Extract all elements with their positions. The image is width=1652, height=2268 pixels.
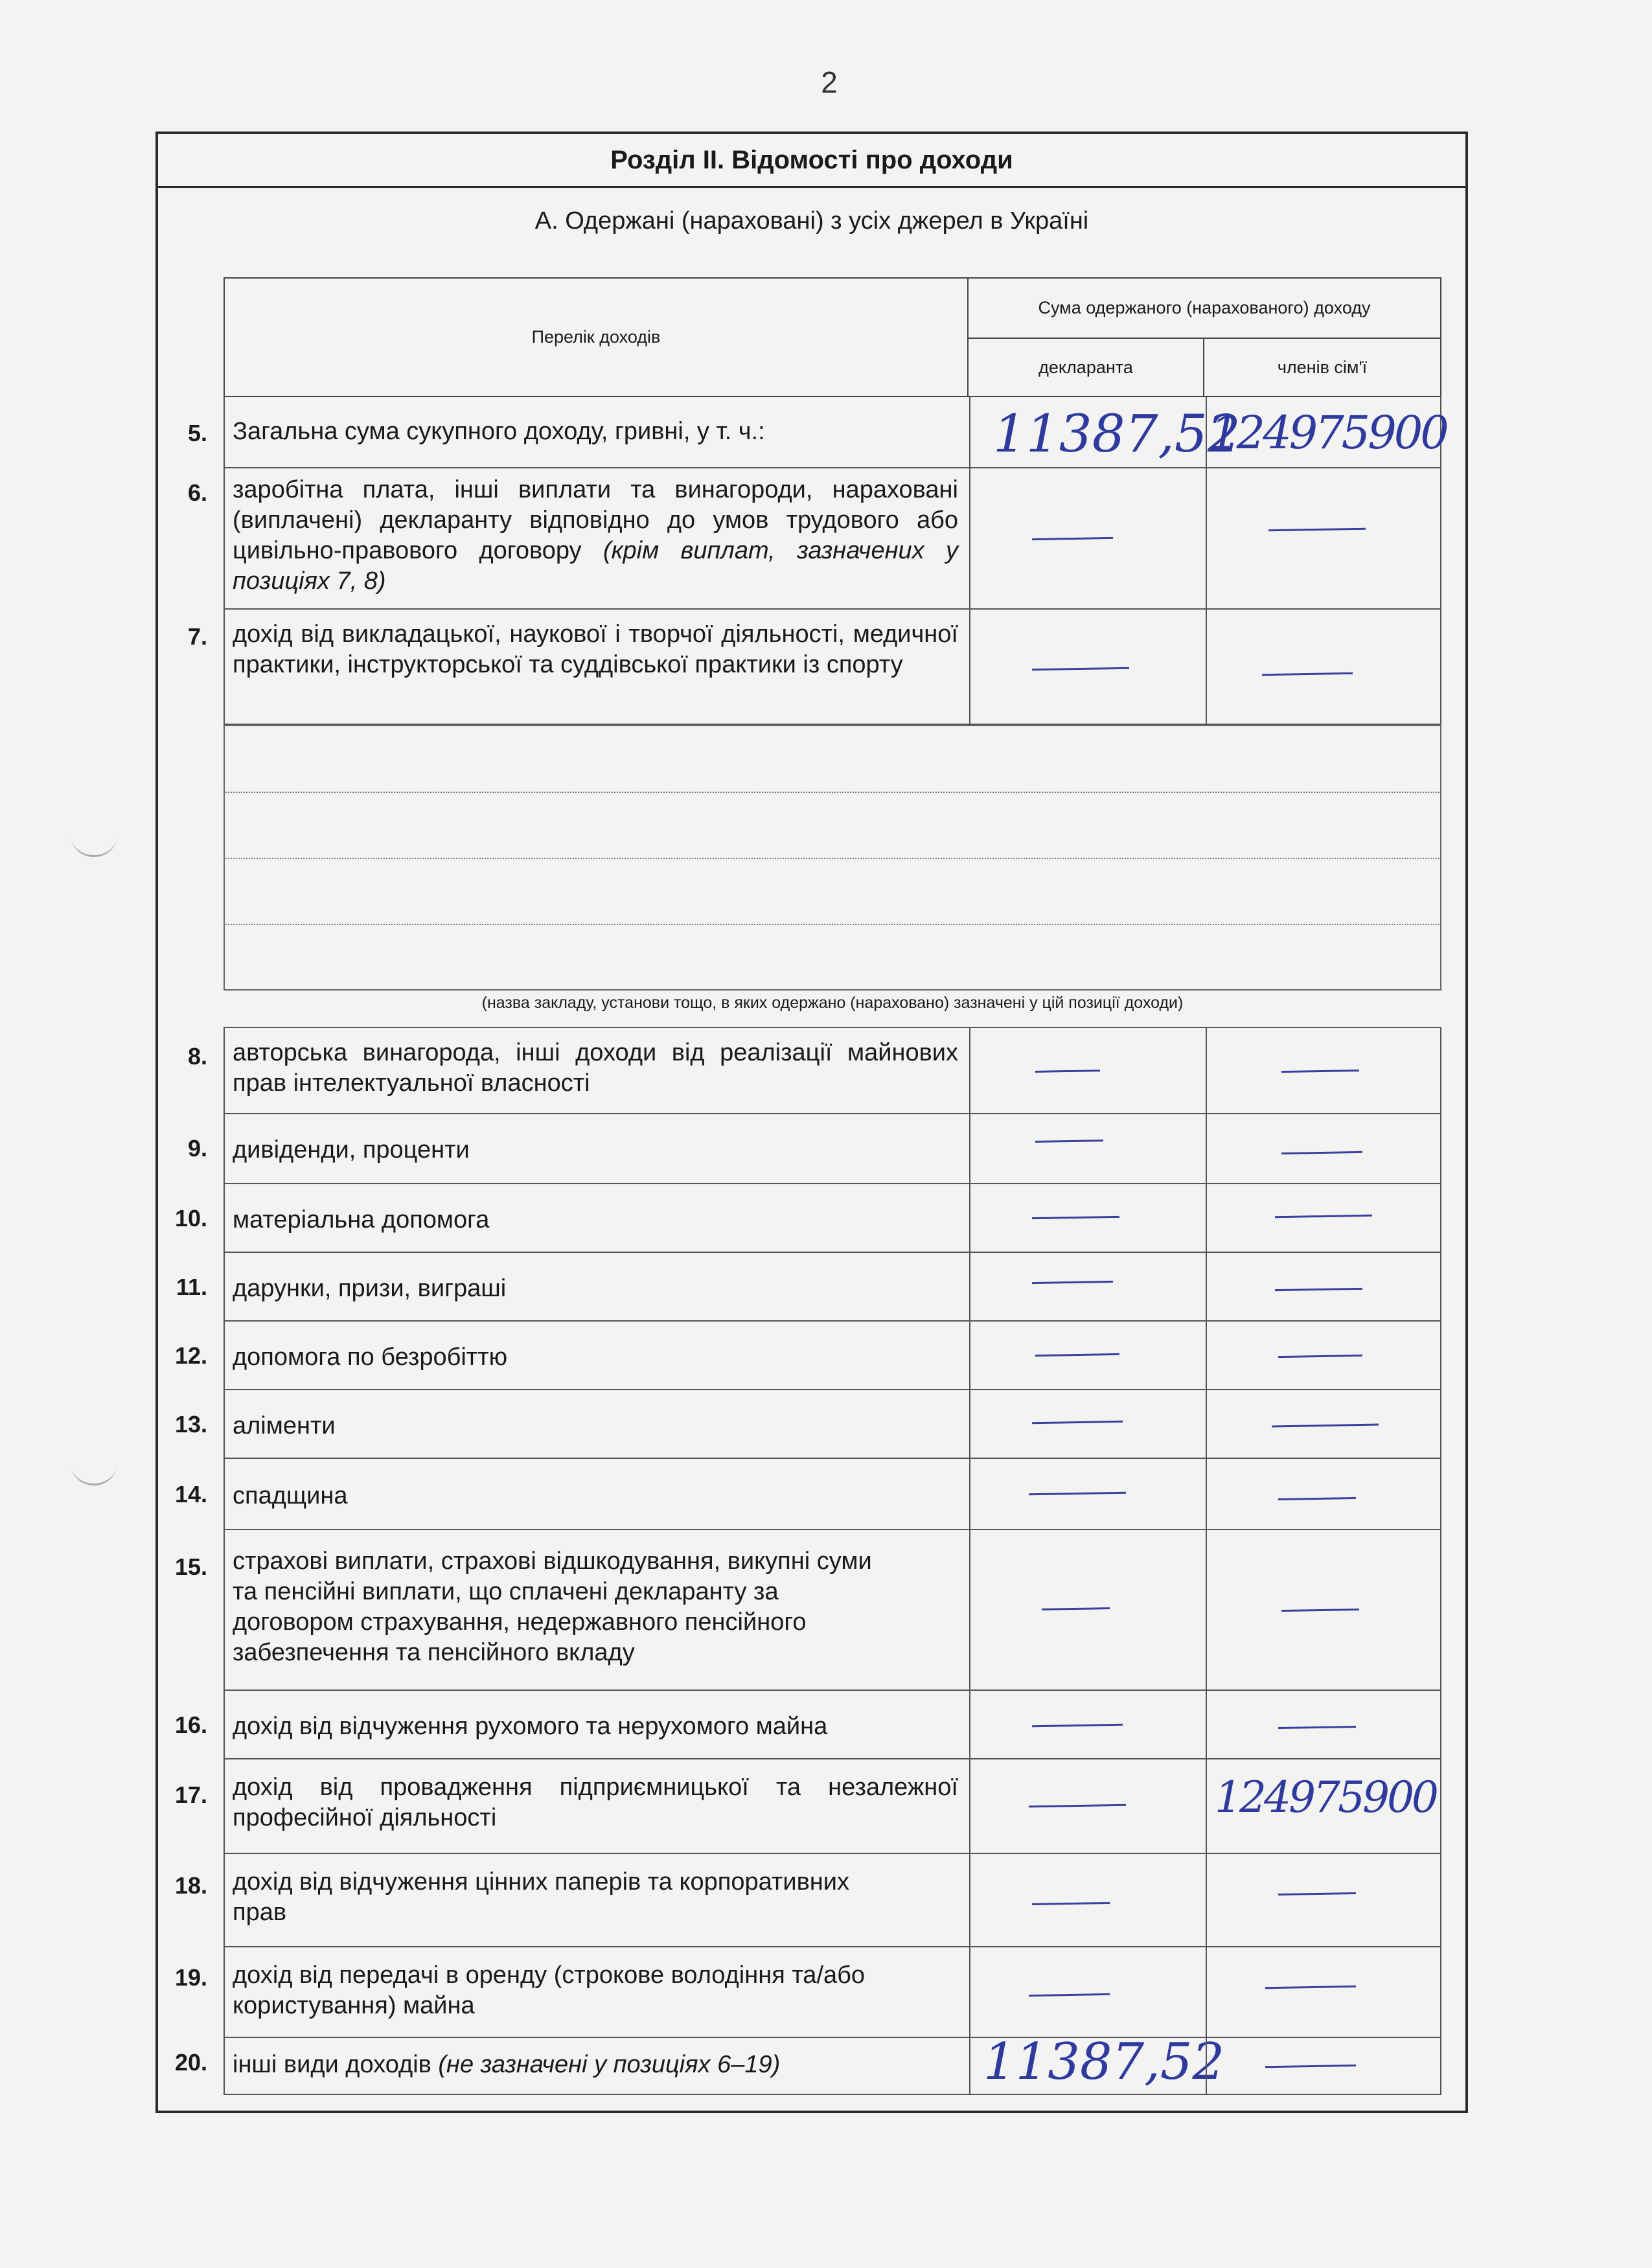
declarant-cell[interactable] — [969, 397, 1241, 467]
declarant-cell[interactable] — [969, 468, 1206, 608]
declarant-cell[interactable] — [969, 2033, 1225, 2094]
row-number: 6. — [187, 479, 207, 506]
table-row — [224, 468, 1441, 610]
family-cell[interactable] — [1206, 1854, 1440, 1946]
row-text: заробітна плата, інші виплати та винагороди, нараховані (виплачені) декларанту відповідно до умов трудового або цивільно-правового договору (крім виплат, зазначених у позиціях 7, 8) — [233, 476, 958, 595]
row-number: 7. — [187, 623, 207, 650]
row-number: 10. — [174, 1205, 207, 1231]
row-number: 12. — [174, 1342, 207, 1369]
family-cell[interactable] — [1206, 1322, 1440, 1389]
row-number: 20. — [174, 2049, 207, 2076]
family-cell[interactable] — [1206, 1184, 1440, 1252]
row-number: 17. — [174, 1781, 207, 1808]
table-row — [224, 2033, 1441, 2095]
institution-caption: (назва закладу, установи тощо, в яких одержано (нараховано) зазначені у цій позиції доходи) — [481, 994, 1184, 1012]
row-number: 8. — [187, 1043, 207, 1070]
table-row — [224, 1184, 1441, 1253]
header-declarant: декларанта — [969, 339, 1204, 396]
family-cell[interactable] — [1206, 468, 1440, 608]
family-cell[interactable] — [1206, 1691, 1440, 1758]
declarant-cell[interactable] — [969, 1759, 1206, 1853]
header-income-sum: Сума одержаного (нарахованого) доходу — [969, 279, 1440, 339]
declarant-cell[interactable] — [969, 1691, 1206, 1758]
family-cell[interactable] — [1206, 1028, 1440, 1113]
declarant-cell[interactable] — [969, 1459, 1206, 1529]
institution-line — [224, 924, 1441, 925]
declarant-value: 11387,52 — [993, 404, 1241, 464]
declarant-cell[interactable] — [969, 1322, 1206, 1389]
row-number: 14. — [174, 1481, 207, 1507]
table-row — [224, 397, 1447, 468]
institution-line — [224, 858, 1441, 859]
table-row — [224, 1322, 1441, 1390]
family-cell[interactable] — [1206, 1114, 1440, 1183]
family-cell[interactable] — [1206, 2038, 1440, 2094]
declarant-cell[interactable] — [969, 610, 1206, 724]
family-value: 124975900 — [1215, 1772, 1436, 1822]
family-cell[interactable] — [1206, 610, 1440, 724]
family-cell[interactable] — [1206, 1253, 1440, 1320]
binder-hole — [71, 1445, 117, 1485]
declarant-cell[interactable] — [969, 1184, 1206, 1252]
family-cell[interactable] — [1206, 1530, 1440, 1690]
table-row — [224, 610, 1441, 725]
table-row — [224, 1459, 1441, 1530]
binder-hole — [71, 816, 117, 857]
row-number: 5. — [187, 420, 207, 446]
declarant-cell[interactable] — [969, 1028, 1206, 1113]
table-row — [224, 1253, 1441, 1322]
institution-line — [224, 792, 1441, 793]
row-text: допомога по безробіттю — [233, 1344, 508, 1371]
declarant-cell[interactable] — [969, 1114, 1206, 1183]
declarant-cell[interactable] — [969, 1530, 1206, 1690]
row-number: 9. — [187, 1135, 207, 1162]
row-text: дохід від відчуження цінних паперів та корпоративних прав — [233, 1868, 849, 1926]
row-text: дохід від відчуження рухомого та нерухомого майна — [233, 1713, 828, 1740]
declarant-cell[interactable] — [969, 1947, 1206, 2037]
declarant-cell[interactable] — [969, 1390, 1206, 1458]
table-row — [224, 1691, 1441, 1759]
row-number: 18. — [174, 1872, 207, 1899]
family-cell[interactable] — [1206, 1947, 1440, 2037]
row-text: аліменти — [233, 1412, 336, 1439]
row-number: 16. — [174, 1712, 207, 1738]
table-row — [224, 1759, 1441, 1854]
declarant-cell[interactable] — [969, 1854, 1206, 1946]
declarant-cell[interactable] — [969, 1253, 1206, 1320]
header-family: членів сім'ї — [1277, 357, 1368, 377]
row-text: дарунки, призи, виграші — [233, 1275, 507, 1302]
row-text: авторська винагорода, інші доходи від реалізації майнових прав інтелектуальної власності — [233, 1039, 958, 1097]
row-text: дохід від провадження підприємницької та незалежної професійної діяльності — [233, 1774, 958, 1831]
page-number: 2 — [821, 65, 838, 99]
table-row — [224, 1947, 1441, 2038]
table-row — [224, 1530, 1441, 1691]
table-row — [224, 1114, 1441, 1184]
header-income-list: Перелік доходів — [225, 279, 969, 396]
row-text: Загальна сума сукупного доходу, гривні, у т. ч.: — [233, 418, 765, 445]
row-number: 15. — [174, 1553, 207, 1580]
row-text: страхові виплати, страхові відшкодування, викупні суми та пенсійні виплати, що сплачені декларанту за договором страхування, недержавного пенсійного забезпечення та пенсійного вкладу — [233, 1548, 872, 1666]
family-cell[interactable] — [1206, 397, 1447, 467]
family-cell[interactable] — [1206, 1759, 1440, 1853]
row-number: 13. — [174, 1411, 207, 1438]
row-text: матеріальна допомога — [233, 1206, 490, 1233]
row-text: дивіденди, проценти — [233, 1136, 470, 1163]
family-cell[interactable] — [1206, 1390, 1440, 1458]
row-number: 19. — [174, 1964, 207, 1991]
row-number: 11. — [176, 1274, 207, 1300]
table-row — [224, 1854, 1441, 1947]
family-value: 124975900 — [1210, 406, 1447, 459]
row-text: дохід від передачі в оренду (строкове володіння та/або користування) майна — [233, 1962, 866, 2019]
table-row — [224, 1390, 1441, 1459]
subsection-title: А. Одержані (нараховані) з усіх джерел в Україні — [534, 207, 1089, 235]
declarant-value: 11387,52 — [983, 2033, 1225, 2091]
row-text: дохід від викладацької, наукової і творчої діяльності, медичної практики, інструкторської та суддівської практики із спорту — [233, 621, 958, 678]
row-text: інші види доходів (не зазначені у позиціях 6–19) — [233, 2051, 781, 2078]
table-row — [224, 1027, 1441, 1114]
section-title: Розділ ІІ. Відомості про доходи — [158, 134, 1465, 188]
family-cell[interactable] — [1206, 1459, 1440, 1529]
row-text: спадщина — [233, 1482, 348, 1509]
